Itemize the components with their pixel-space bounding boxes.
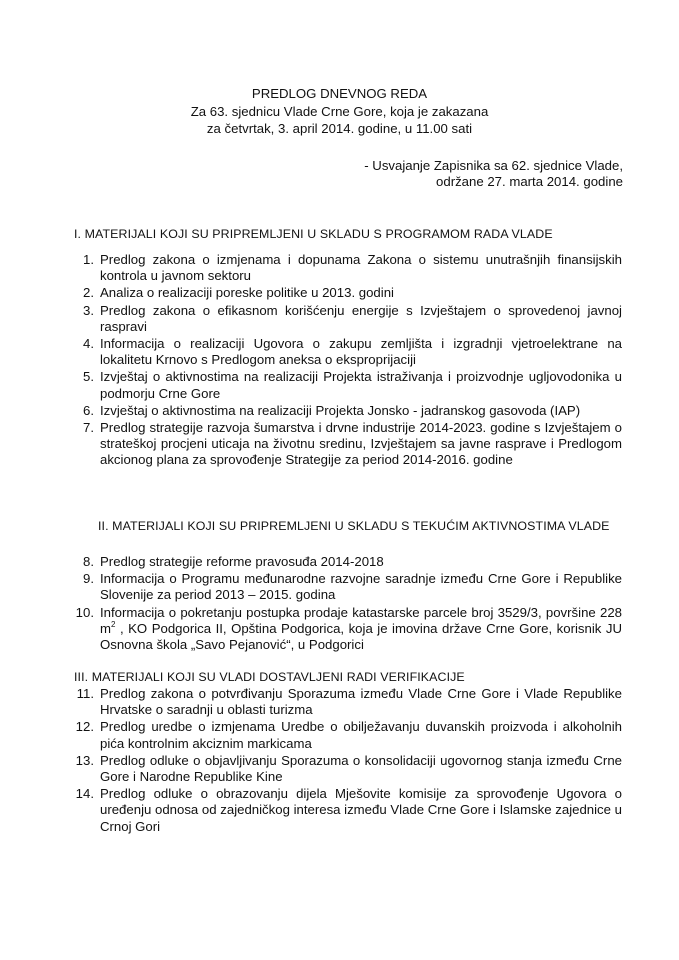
item-text: Informacija o Programu međunarodne razvojne saradnje između Crne Gore i Republike Slovenije za period 2013 – 2015. godina — [100, 571, 622, 603]
agenda-item — [58, 303, 622, 335]
item-number: 7. — [83, 420, 94, 436]
item-text: Predlog odluke o obrazovanju dijela Mješovite komisije za sprovođenje Ugovora o uređenju odnosa od zajedničkog interesa između Vlade Crne Gore i Islamske zajednice u Crnoj Gori — [100, 786, 622, 834]
agenda-item — [58, 403, 622, 419]
agenda-item — [58, 786, 622, 835]
item-text: Predlog zakona o izmjenama i dopunama Zakona o sistemu unutrašnjih finansijskih kontrola u javnom sektoru — [100, 252, 622, 284]
minutes-note-line: održane 27. marta 2014. godine — [436, 174, 623, 190]
item-number: 13. — [75, 752, 94, 768]
section-heading-3: III. MATERIJALI KOJI SU VLADI DOSTAVLJENI RADI VERIFIKACIJE — [74, 670, 465, 684]
minutes-note — [364, 158, 623, 190]
section-heading-2: II. MATERIJALI KOJI SU PRIPREMLJENI U SKLADU S TEKUĆIM AKTIVNOSTIMA VLADE — [98, 519, 610, 533]
item-number: 4. — [83, 336, 94, 352]
item-text-part: Informacija o pokretanju postupka prodaje katastarske parcele broj 3529/3, površine 228 m — [100, 604, 622, 636]
agenda-item — [58, 753, 622, 785]
item-number: 3. — [83, 302, 94, 318]
agenda-item — [58, 571, 622, 603]
agenda-list-2 — [58, 554, 622, 654]
agenda-item — [58, 605, 622, 654]
agenda-item — [58, 554, 622, 570]
item-text: Analiza o realizaciji poreske politike u 2013. godini — [100, 285, 394, 301]
section-heading-1: I. MATERIJALI KOJI SU PRIPREMLJENI U SKLADU S PROGRAMOM RADA VLADE — [74, 227, 553, 241]
document-title: PREDLOG DNEVNOG REDA — [251, 86, 428, 101]
item-number: 8. — [83, 554, 94, 569]
item-text: Predlog odluke o objavljivanju Sporazuma o konsolidaciji ugovornog stanja između Crne Gore i Narodne Republike Kine — [100, 752, 622, 785]
agenda-list-1 — [58, 252, 622, 470]
date-line: za četvrtak, 3. april 2014. godine, u 11.00 sati — [206, 121, 473, 136]
agenda-item — [58, 252, 622, 284]
agenda-item — [58, 369, 622, 401]
item-number: 11. — [76, 686, 94, 701]
item-text-part: , KO Podgorica II, Opština Podgorica, koja je imovina države Crne Gore, korisnik JU Osnovna škola „Savo Pejanović“, u Podgorici — [100, 620, 622, 653]
agenda-list-3 — [58, 686, 622, 836]
item-text: Predlog uredbe o izmjenama Uredbe o obilježavanju duvanskih proizvoda i alkoholnih pića kontrolnim akciznim markicama — [100, 719, 622, 751]
item-number: 1. — [83, 252, 94, 267]
item-text: Predlog strategije razvoja šumarstva i drvne industrije 2014-2023. godine s Izvještajem o strateškoj procjeni uticaja na životnu sredinu, Izvještajem sa javne rasprave i Predlogom akcionog plana za sprovođenje Strategije za period 2014-2016. godine — [100, 420, 622, 468]
agenda-item — [58, 719, 622, 751]
item-number: 6. — [83, 402, 94, 418]
item-text: Predlog zakona o potvrđivanju Sporazuma između Vlade Crne Gore i Vlade Republike Hrvatske o saradnji u oblasti turizma — [100, 686, 622, 718]
agenda-item — [58, 686, 622, 718]
item-text: Predlog strategije reforme pravosuđa 2014-2018 — [100, 554, 384, 569]
minutes-note-line: - Usvajanje Zapisnika sa 62. sjednice Vlade, — [364, 158, 623, 173]
item-text: Predlog zakona o efikasnom korišćenju energije s Izvještajem o sprovedenoj javnoj raspravi — [100, 302, 622, 334]
item-number: 14. — [75, 786, 94, 802]
item-number: 10. — [75, 604, 94, 620]
item-text: Izvještaj o aktivnostima na realizaciji Projekta istraživanja i proizvodnje ugljovodonika u podmorju Crne Gore — [100, 369, 622, 401]
superscript: 2 — [111, 619, 116, 629]
item-number: 5. — [83, 369, 94, 385]
item-number: 12. — [75, 719, 94, 735]
item-text: Izvještaj o aktivnostima na realizaciji Projekta Jonsko - jadranskog gasovoda (IAP) — [100, 402, 581, 418]
agenda-item — [58, 420, 622, 469]
item-number: 2. — [83, 285, 94, 301]
agenda-item — [58, 336, 622, 368]
item-number: 9. — [83, 571, 94, 587]
item-text: Informacija o realizaciji Ugovora o zakupu zemljišta i izgradnji vjetroelektrane na lokalitetu Krnovo s Predlogom aneksa o eksproprijaciji — [100, 336, 622, 368]
item-text — [100, 605, 622, 654]
session-line: Za 63. sjednicu Vlade Crne Gore, koja je zakazana — [190, 104, 489, 119]
agenda-item — [58, 285, 622, 301]
